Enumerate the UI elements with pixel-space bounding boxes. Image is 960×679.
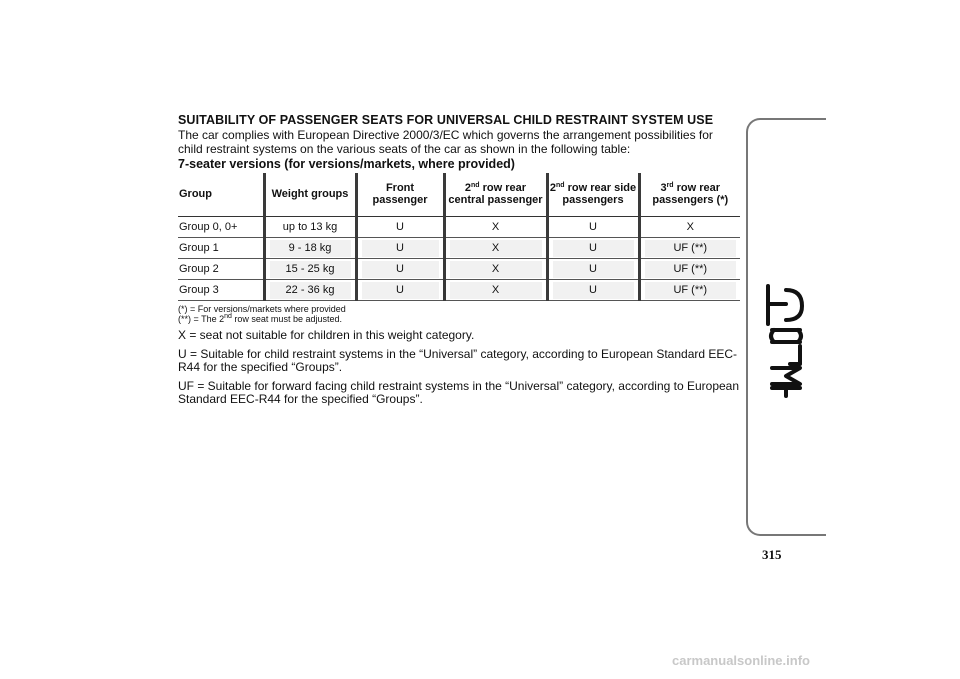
cell-front: U <box>362 282 439 299</box>
intro-paragraph: The car complies with European Directive 2000/3/EC which governs the arrangement possibilities for child restraint systems on the various seats of the car as shown in the following table: <box>178 128 713 156</box>
cell-side: U <box>553 282 634 299</box>
cell-group: Group 1 <box>178 238 264 259</box>
cell-central: X <box>450 219 542 236</box>
page-number: 315 <box>762 547 782 562</box>
table-header-row <box>178 173 740 217</box>
table-row <box>178 238 740 259</box>
cell-group: Group 0, 0+ <box>178 217 264 238</box>
col-header-weight: Weight groups <box>264 173 356 217</box>
cell-weight: up to 13 kg <box>270 219 351 236</box>
cell-weight: 15 - 25 kg <box>270 261 351 278</box>
child-seat-table <box>178 173 740 301</box>
footnote-1: (*) = For versions/markets where provided <box>178 304 346 314</box>
cell-central: X <box>450 240 542 257</box>
cell-weight: 9 - 18 kg <box>270 240 351 257</box>
cell-group: Group 3 <box>178 280 264 301</box>
cell-central: X <box>450 282 542 299</box>
col-header-group: Group <box>179 187 212 200</box>
cell-side: U <box>553 240 634 257</box>
cell-front: U <box>362 219 439 236</box>
cell-third: UF (**) <box>645 282 737 299</box>
col-header-second-central: 2nd row rear central passenger <box>444 173 547 217</box>
cell-third: X <box>645 219 737 236</box>
table-subheading: 7-seater versions (for versions/markets, where provided) <box>178 157 515 171</box>
col-header-front: Front passenger <box>356 173 444 217</box>
cell-side: U <box>553 219 634 236</box>
cell-central: X <box>450 261 542 278</box>
cell-weight: 22 - 36 kg <box>270 282 351 299</box>
table-row <box>178 217 740 238</box>
table-row <box>178 280 740 301</box>
cell-front: U <box>362 240 439 257</box>
table-footnotes <box>178 304 740 324</box>
watermark: carmanualsonline.info <box>672 653 810 668</box>
cell-third: UF (**) <box>645 240 737 257</box>
footnote-2: (**) = The 2nd row seat must be adjusted. <box>178 313 342 324</box>
table-row <box>178 259 740 280</box>
500l-mpw-logo-icon <box>760 280 810 400</box>
col-header-third: 3rd row rear passengers (*) <box>639 173 740 217</box>
cell-front: U <box>362 261 439 278</box>
cell-side: U <box>553 261 634 278</box>
cell-third: UF (**) <box>645 261 737 278</box>
section-heading: SUITABILITY OF PASSENGER SEATS FOR UNIVERSAL CHILD RESTRAINT SYSTEM USE <box>178 113 714 127</box>
legend-u: U = Suitable for child restraint systems in the “Universal” category, according to European Standard EEC-R44 for the specified “Groups”. <box>178 346 738 374</box>
legend-x: X = seat not suitable for children in this weight category. <box>178 328 475 342</box>
cell-group: Group 2 <box>178 259 264 280</box>
page-content <box>178 112 740 407</box>
legend-uf: UF = Suitable for forward facing child restraint systems in the “Universal” category, according to European Standard EEC-R44 for the specified “Groups”. <box>178 378 740 406</box>
col-header-second-side: 2nd row rear side passengers <box>547 173 639 217</box>
